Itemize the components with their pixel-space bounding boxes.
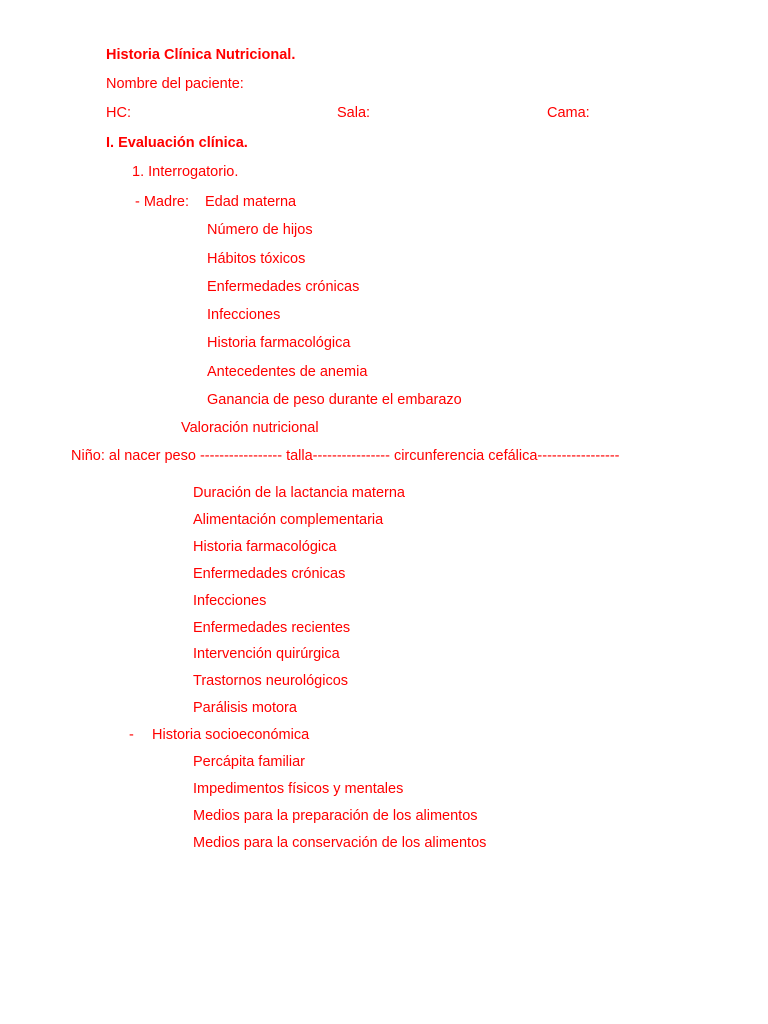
madre-item: Antecedentes de anemia <box>207 364 368 380</box>
sala-label: Sala: <box>337 105 371 121</box>
nino-measurements-line: Niño: al nacer peso ----------------- talla---------------- circunferencia cefálica----------------- <box>71 448 620 464</box>
nino-item: Parálisis motora <box>193 700 297 716</box>
socio-dash: - <box>129 727 134 743</box>
nino-item: Duración de la lactancia materna <box>193 485 405 501</box>
madre-item: Enfermedades crónicas <box>207 279 360 295</box>
section-title: I. Evaluación clínica. <box>106 135 248 151</box>
nino-item: Enfermedades crónicas <box>193 566 346 582</box>
madre-item: Número de hijos <box>207 222 313 238</box>
document-title: Historia Clínica Nutricional. <box>106 47 296 63</box>
madre-item: Infecciones <box>207 307 281 323</box>
nino-item: Enfermedades recientes <box>193 620 351 636</box>
socio-item: Impedimentos físicos y mentales <box>193 781 404 797</box>
madre-prefix: - Madre: <box>135 194 189 210</box>
nino-item: Trastornos neurológicos <box>193 673 349 689</box>
nino-item: Historia farmacológica <box>193 539 337 555</box>
madre-item: Hábitos tóxicos <box>207 251 306 267</box>
patient-name-label: Nombre del paciente: <box>106 76 244 92</box>
socio-item: Medios para la conservación de los alimentos <box>193 835 487 851</box>
madre-item: Ganancia de peso durante el embarazo <box>207 392 462 408</box>
madre-item: Historia farmacológica <box>207 335 351 351</box>
subsection-title: 1. Interrogatorio. <box>132 164 239 180</box>
socio-item: Percápita familiar <box>193 754 306 770</box>
socio-title: Historia socioeconómica <box>152 727 310 743</box>
madre-item: Edad materna <box>205 194 297 210</box>
nino-item: Infecciones <box>193 593 267 609</box>
socio-item: Medios para la preparación de los alimentos <box>193 808 478 824</box>
hc-label: HC: <box>106 105 131 121</box>
cama-label: Cama: <box>547 105 590 121</box>
nino-item: Intervención quirúrgica <box>193 646 340 662</box>
valoracion-label: Valoración nutricional <box>181 420 319 436</box>
nino-item: Alimentación complementaria <box>193 512 384 528</box>
